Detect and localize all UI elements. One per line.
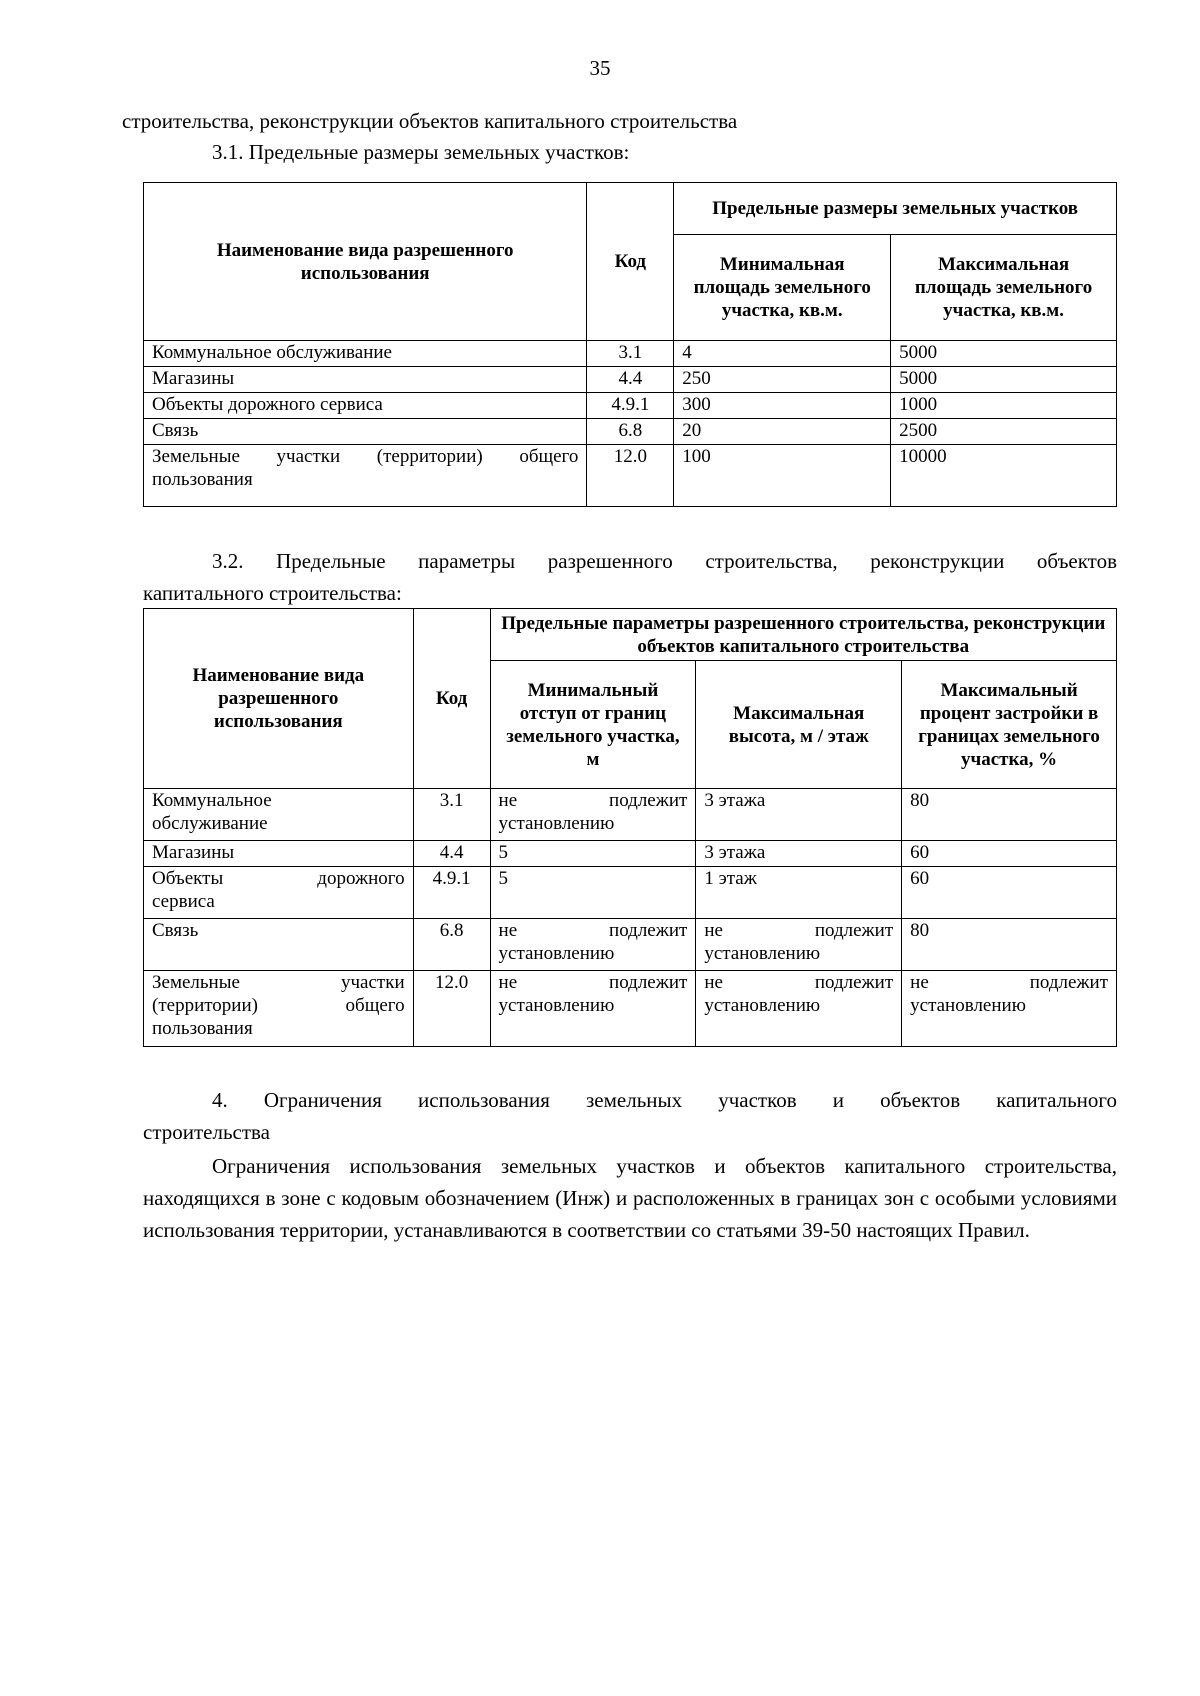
cell-height bbox=[696, 919, 902, 971]
cell-max: 1000 bbox=[891, 393, 1117, 419]
cell-code: 6.8 bbox=[413, 919, 490, 971]
cell-line: не подлежит bbox=[910, 972, 1108, 993]
table-row bbox=[144, 393, 1117, 419]
cell-setback: 5 bbox=[490, 867, 696, 919]
cell-code: 4.4 bbox=[413, 841, 490, 867]
cell-name bbox=[144, 445, 587, 507]
header-group: Предельные параметры разрешенного строительства, реконструкции объектов капитального строительства bbox=[490, 609, 1116, 661]
header-code: Код bbox=[413, 609, 490, 789]
cell-code: 6.8 bbox=[587, 419, 674, 445]
header-min-setback: Минимальный отступ от границ земельного участка, м bbox=[490, 661, 696, 789]
cell-percent: 80 bbox=[902, 789, 1117, 841]
cell-line: установлению bbox=[498, 943, 615, 964]
cell-line: установлению bbox=[704, 995, 821, 1016]
cell-code: 4.9.1 bbox=[587, 393, 674, 419]
cell-line: не подлежит bbox=[498, 972, 688, 993]
cell-setback bbox=[490, 971, 696, 1047]
table-row bbox=[144, 789, 1117, 841]
cell-max: 2500 bbox=[891, 419, 1117, 445]
table-row bbox=[144, 445, 1117, 507]
header-max-percent: Максимальный процент застройки в границах земельного участка, % bbox=[902, 661, 1117, 789]
header-max-area: Максимальная площадь земельного участка, кв.м. bbox=[891, 235, 1117, 341]
cell-max: 5000 bbox=[891, 341, 1117, 367]
cell-name: Магазины bbox=[144, 841, 414, 867]
table-plot-sizes bbox=[143, 182, 1117, 507]
table-building-params bbox=[143, 608, 1117, 1047]
cell-height: 3 этажа bbox=[696, 789, 902, 841]
cell-name: Объекты дорожного сервиса bbox=[144, 393, 587, 419]
cell-height: 3 этажа bbox=[696, 841, 902, 867]
cell-name-line: сервиса bbox=[152, 891, 215, 912]
header-max-height: Максимальная высота, м / этаж bbox=[696, 661, 902, 789]
cell-name: Связь bbox=[144, 919, 414, 971]
page-number: 35 bbox=[589, 56, 611, 80]
heading-line: строительства, реконструкции объектов капитального строительства bbox=[122, 109, 738, 133]
cell-line: не подлежит bbox=[704, 972, 894, 993]
cell-min: 20 bbox=[674, 419, 891, 445]
cell-name: Магазины bbox=[144, 367, 587, 393]
cell-line: установлению bbox=[910, 995, 1026, 1016]
cell-name-line: (территории) общего bbox=[152, 995, 405, 1016]
cell-height bbox=[696, 971, 902, 1047]
cell-code: 12.0 bbox=[587, 445, 674, 507]
section-3-1-title: 3.1. Предельные размеры земельных участков: bbox=[212, 140, 630, 164]
cell-min: 300 bbox=[674, 393, 891, 419]
cell-line: установлению bbox=[704, 943, 821, 964]
cell-name: Коммунальное обслуживание bbox=[144, 341, 587, 367]
section-4-title: 4. Ограничения использования земельных участков и объектов капитального bbox=[212, 1088, 1117, 1112]
section-4-title-cont: строительства bbox=[143, 1120, 271, 1144]
cell-name bbox=[144, 789, 414, 841]
table-row bbox=[144, 367, 1117, 393]
cell-setback: 5 bbox=[490, 841, 696, 867]
cell-name-line: обслуживание bbox=[152, 813, 268, 834]
header-group: Предельные размеры земельных участков bbox=[674, 183, 1117, 235]
cell-name-line: Коммунальное bbox=[152, 790, 272, 811]
section-3-2-title: 3.2. Предельные параметры разрешенного строительства, реконструкции объектов bbox=[212, 549, 1117, 573]
cell-percent: 80 bbox=[902, 919, 1117, 971]
cell-min: 250 bbox=[674, 367, 891, 393]
cell-height: 1 этаж bbox=[696, 867, 902, 919]
cell-setback bbox=[490, 919, 696, 971]
cell-code: 4.9.1 bbox=[413, 867, 490, 919]
table-row bbox=[144, 341, 1117, 367]
cell-min: 4 bbox=[674, 341, 891, 367]
header-min-area: Минимальная площадь земельного участка, кв.м. bbox=[674, 235, 891, 341]
header-name: Наименование вида разрешенного использования bbox=[144, 183, 587, 341]
cell-line: не подлежит bbox=[498, 920, 688, 941]
cell-name-line: пользования bbox=[152, 469, 253, 490]
cell-percent bbox=[902, 971, 1117, 1047]
section-4-body: Ограничения использования земельных участков и объектов капитального строительства, находящихся в зоне с кодовым обозначением (Инж) и расположенных в границах зон с особыми условиями использования территории, устанавливаются в соответствии со статьями 39-50 настоящих Правил. bbox=[143, 1154, 1117, 1242]
cell-setback bbox=[490, 789, 696, 841]
cell-name bbox=[144, 971, 414, 1047]
cell-code: 12.0 bbox=[413, 971, 490, 1047]
cell-max: 10000 bbox=[891, 445, 1117, 507]
header-name: Наименование вида разрешенного использования bbox=[144, 609, 414, 789]
cell-line: не подлежит bbox=[498, 790, 688, 811]
cell-max: 5000 bbox=[891, 367, 1117, 393]
cell-min: 100 bbox=[674, 445, 891, 507]
table-row bbox=[144, 971, 1117, 1047]
cell-name-line: Объекты дорожного bbox=[152, 868, 405, 889]
table-row bbox=[144, 419, 1117, 445]
cell-name: Связь bbox=[144, 419, 587, 445]
section-3-2-title-cont: капитального строительства: bbox=[143, 581, 402, 605]
cell-line: установлению bbox=[498, 995, 615, 1016]
cell-line: не подлежит bbox=[704, 920, 894, 941]
cell-name-line: пользования bbox=[152, 1018, 253, 1039]
header-code: Код bbox=[587, 183, 674, 341]
table-row bbox=[144, 867, 1117, 919]
cell-percent: 60 bbox=[902, 867, 1117, 919]
cell-line: установлению bbox=[498, 813, 615, 834]
cell-code: 3.1 bbox=[413, 789, 490, 841]
cell-name bbox=[144, 867, 414, 919]
table-row bbox=[144, 841, 1117, 867]
cell-code: 3.1 bbox=[587, 341, 674, 367]
cell-name-line: Земельные участки (территории) общего bbox=[152, 446, 579, 467]
cell-code: 4.4 bbox=[587, 367, 674, 393]
table-row bbox=[144, 919, 1117, 971]
cell-percent: 60 bbox=[902, 841, 1117, 867]
cell-name-line: Земельные участки bbox=[152, 972, 405, 993]
